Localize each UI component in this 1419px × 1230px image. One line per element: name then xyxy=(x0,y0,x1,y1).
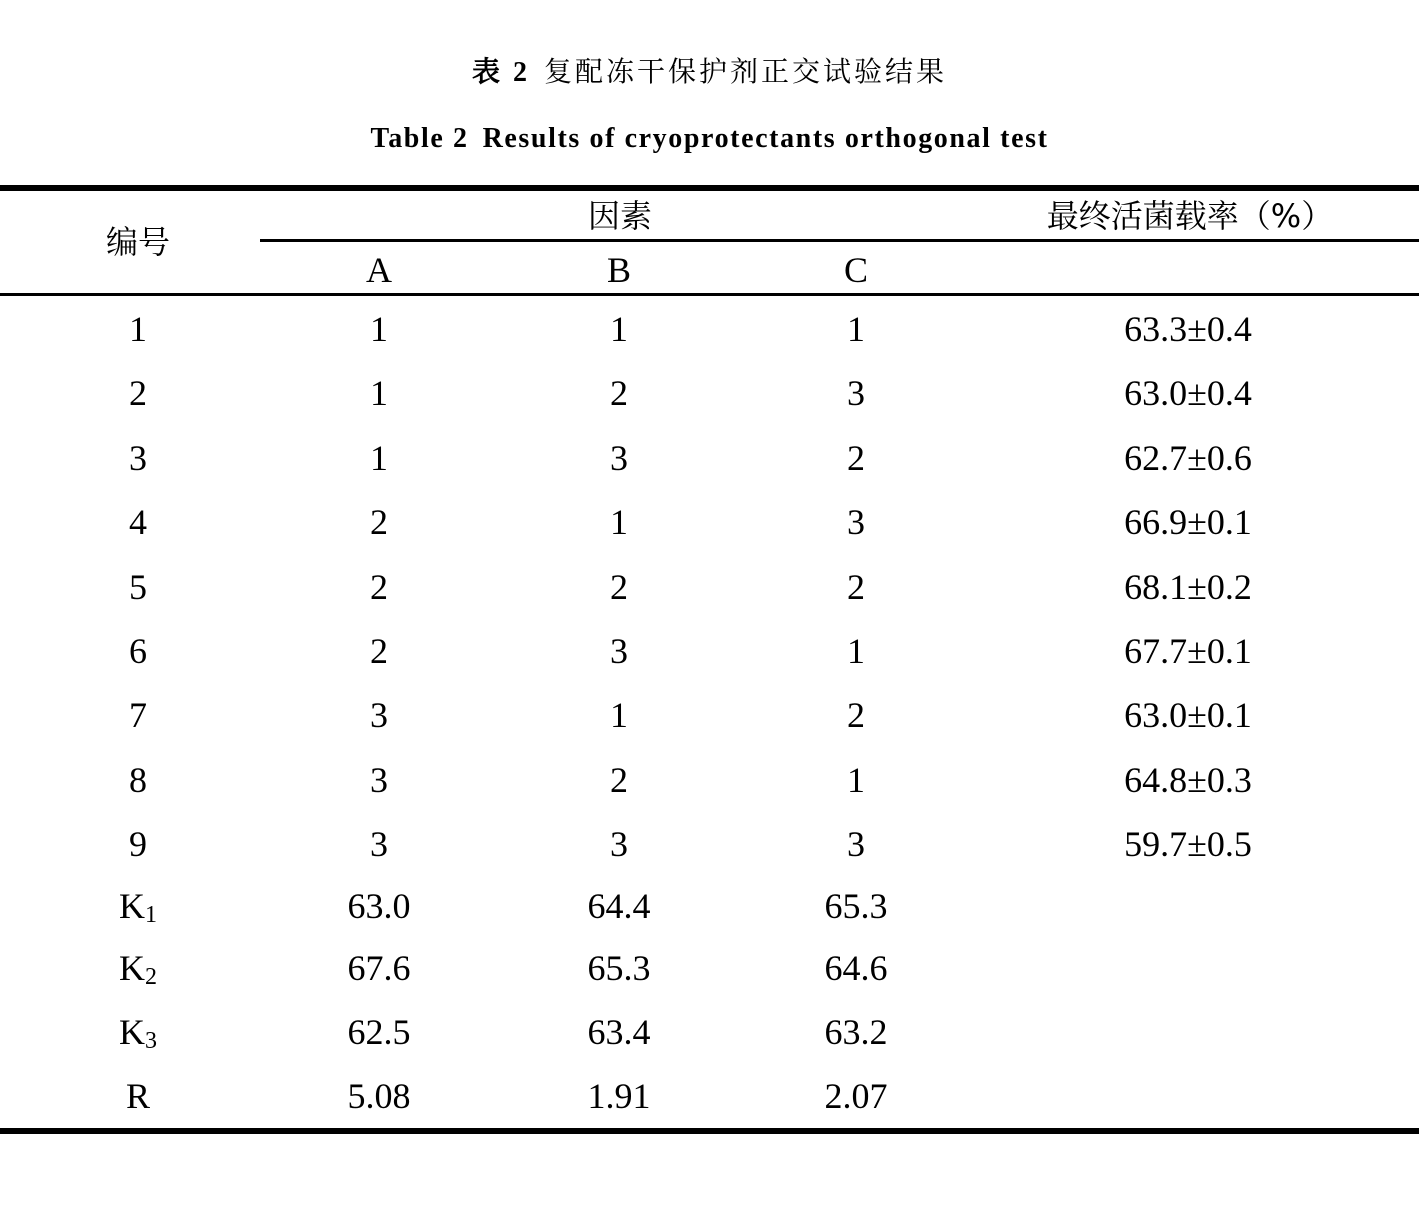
stat-factor-a: 63.0 xyxy=(347,886,411,926)
stat-label xyxy=(38,1010,238,1054)
header-factor: 因素 xyxy=(587,197,652,235)
caption-english-title: Results of cryoprotectants orthogonal test xyxy=(482,123,1049,154)
cell-factor-b: 3 xyxy=(610,438,628,478)
stat-label-subscript: 1 xyxy=(145,902,157,928)
stat-label-subscript: 2 xyxy=(145,964,157,990)
stat-factor-b: 64.4 xyxy=(587,886,651,926)
cell-factor-b: 1 xyxy=(610,502,628,542)
header-number: 编号 xyxy=(105,223,170,261)
stat-label xyxy=(38,1074,238,1118)
cell-factor-a: 2 xyxy=(370,631,388,671)
cell-number: 7 xyxy=(129,695,147,735)
cell-number: 9 xyxy=(129,824,147,864)
cell-factor-a: 3 xyxy=(370,695,388,735)
cell-factor-b: 3 xyxy=(610,824,628,864)
header-factor-b: B xyxy=(606,250,631,290)
stat-factor-b: 65.3 xyxy=(587,948,651,988)
cell-factor-c: 2 xyxy=(847,695,865,735)
cell-factor-c: 3 xyxy=(847,824,865,864)
cell-rate: 64.8±0.3 xyxy=(1124,760,1252,800)
cell-factor-c: 1 xyxy=(847,309,865,349)
stat-label xyxy=(38,884,238,928)
cell-number: 2 xyxy=(129,373,147,413)
header-span-rule xyxy=(260,239,1419,242)
cell-factor-c: 3 xyxy=(847,502,865,542)
cell-rate: 59.7±0.5 xyxy=(1124,824,1252,864)
caption-english-number: Table 2 xyxy=(370,123,469,154)
cell-number: 1 xyxy=(129,309,147,349)
cell-number: 6 xyxy=(129,631,147,671)
cell-number: 5 xyxy=(129,567,147,607)
cell-factor-a: 3 xyxy=(370,760,388,800)
stat-label-text: K xyxy=(119,948,145,988)
cell-factor-b: 3 xyxy=(610,631,628,671)
stat-factor-b: 1.91 xyxy=(587,1076,651,1116)
cell-factor-c: 2 xyxy=(847,438,865,478)
cell-factor-c: 3 xyxy=(847,373,865,413)
table-caption-english xyxy=(0,120,1419,158)
stat-label-text: K xyxy=(119,886,145,926)
cell-factor-b: 1 xyxy=(610,309,628,349)
stat-label-text: K xyxy=(119,1012,145,1052)
cell-factor-b: 1 xyxy=(610,695,628,735)
cell-factor-b: 2 xyxy=(610,373,628,413)
cell-rate: 67.7±0.1 xyxy=(1124,631,1252,671)
table-bottom-rule xyxy=(0,1128,1419,1134)
table-top-rule xyxy=(0,185,1419,191)
stat-label xyxy=(38,946,238,990)
stat-label-text: R xyxy=(125,1076,150,1116)
cell-factor-c: 1 xyxy=(847,760,865,800)
cell-factor-a: 2 xyxy=(370,502,388,542)
stat-factor-c: 63.2 xyxy=(824,1012,888,1052)
header-bottom-rule xyxy=(0,293,1419,296)
cell-factor-a: 1 xyxy=(370,309,388,349)
cell-factor-a: 3 xyxy=(370,824,388,864)
cell-factor-a: 1 xyxy=(370,373,388,413)
stat-factor-c: 64.6 xyxy=(824,948,888,988)
cell-factor-a: 1 xyxy=(370,438,388,478)
header-final-viable-rate: 最终活菌载率（%） xyxy=(1046,197,1334,235)
cell-factor-c: 2 xyxy=(847,567,865,607)
cell-rate: 66.9±0.1 xyxy=(1124,502,1252,542)
cell-rate: 62.7±0.6 xyxy=(1124,438,1252,478)
cell-rate: 63.0±0.1 xyxy=(1124,695,1252,735)
table-caption-chinese xyxy=(0,52,1419,93)
header-factor-c: C xyxy=(843,250,868,290)
stat-label-subscript: 3 xyxy=(145,1028,157,1054)
cell-rate: 68.1±0.2 xyxy=(1124,567,1252,607)
stat-factor-a: 62.5 xyxy=(347,1012,411,1052)
stat-factor-b: 63.4 xyxy=(587,1012,651,1052)
cell-number: 4 xyxy=(129,502,147,542)
cell-factor-a: 2 xyxy=(370,567,388,607)
cell-rate: 63.0±0.4 xyxy=(1124,373,1252,413)
stat-factor-a: 5.08 xyxy=(347,1076,411,1116)
cell-number: 8 xyxy=(129,760,147,800)
stat-factor-c: 65.3 xyxy=(824,886,888,926)
header-factor-a: A xyxy=(366,250,392,290)
stat-factor-a: 67.6 xyxy=(347,948,411,988)
cell-number: 3 xyxy=(129,438,147,478)
cell-rate: 63.3±0.4 xyxy=(1124,309,1252,349)
caption-chinese-title: 复配冻干保护剂正交试验结果 xyxy=(544,55,948,88)
cell-factor-c: 1 xyxy=(847,631,865,671)
cell-factor-b: 2 xyxy=(610,760,628,800)
cell-factor-b: 2 xyxy=(610,567,628,607)
stat-factor-c: 2.07 xyxy=(824,1076,888,1116)
caption-chinese-number: 表 2 xyxy=(471,57,530,88)
